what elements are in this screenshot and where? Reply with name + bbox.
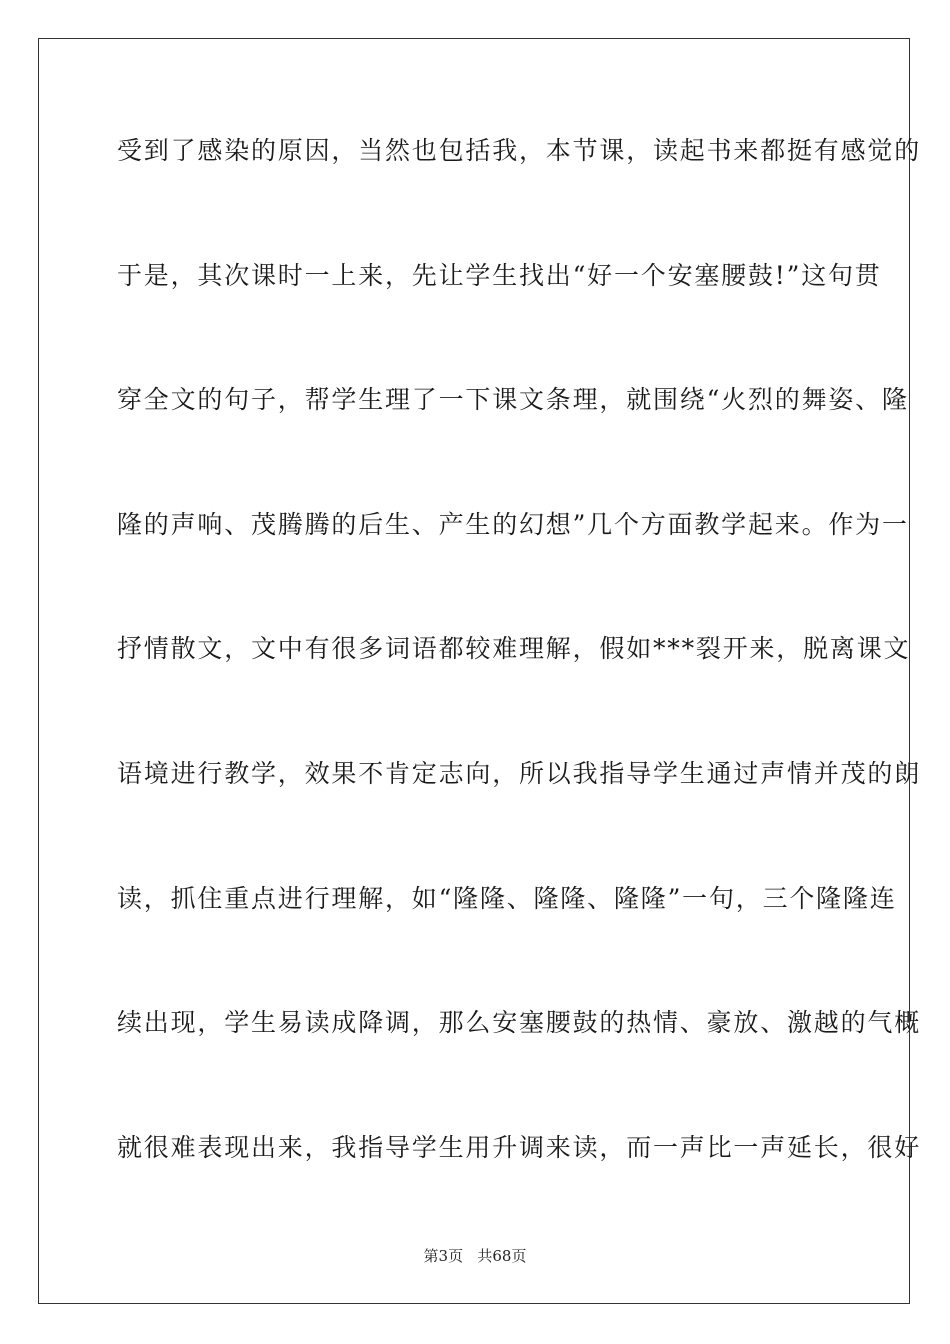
body-text-line-2: 于是，其次课时一上来，先让学生找出“好一个安塞腰鼓!”这句贯 <box>117 261 882 290</box>
page-border <box>38 38 922 1304</box>
body-text-line-4: 隆的声响、茂腾腾的后生、产生的幻想”几个方面教学起来。作为一 <box>117 510 909 539</box>
body-text-line-6: 语境进行教学，效果不肯定志向，所以我指导学生通过声情并茂的朗 <box>117 759 922 788</box>
page-number-footer: 第3页 共68页 <box>423 1247 527 1265</box>
body-text-line-3: 穿全文的句子，帮学生理了一下课文条理，就围绕“火烈的舞姿、隆 <box>117 385 909 414</box>
body-text-line-5: 抒情散文，文中有很多词语都较难理解，假如***裂开来，脱离课文 <box>117 634 911 663</box>
body-text-line-8: 续出现，学生易读成降调，那么安塞腰鼓的热情、豪放、激越的气概 <box>117 1008 922 1037</box>
body-text-line-1: 受到了感染的原因，当然也包括我，本节课，读起书来都挺有感觉的 <box>117 136 922 165</box>
body-text-line-9: 就很难表现出来，我指导学生用升调来读，而一声比一声延长，很好 <box>117 1133 922 1162</box>
body-text-line-7: 读，抓住重点进行理解，如“隆隆、隆隆、隆隆”一句，三个隆隆连 <box>117 884 897 913</box>
